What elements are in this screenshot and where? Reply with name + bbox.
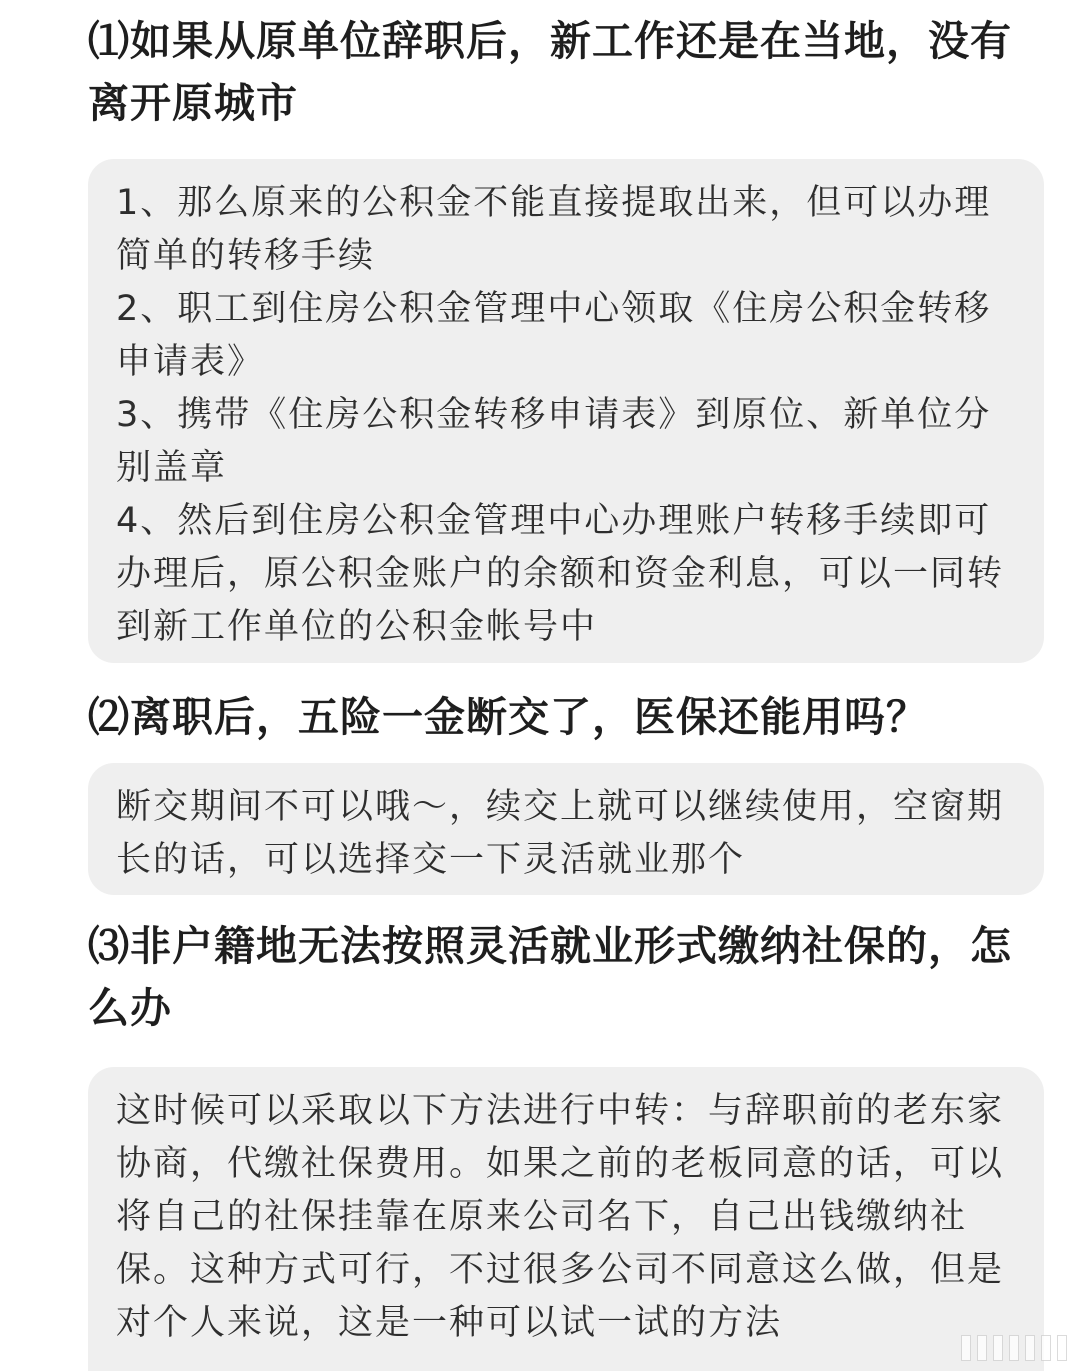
section-3-item-1: 这时候可以采取以下方法进行中转：与辞职前的老东家协商，代缴社保费用。如果之前的老板同意的话，可以将自己的社保挂靠在原来公司名下，自己出钱缴纳社保。这种方式可行，不过很多公司不同意这么做，但是对个人来说，这是一种可以试一试的方法 <box>116 1091 1005 1343</box>
section-1-item-2: 2、职工到住房公积金管理中心领取《住房公积金转移申请表》 <box>116 289 992 382</box>
section-1-item-3: 3、携带《住房公积金转移申请表》到原位、新单位分别盖章 <box>116 395 992 488</box>
section-1-item-1: 1、那么原来的公积金不能直接提取出来，但可以办理简单的转移手续 <box>116 183 992 276</box>
watermark-logo <box>961 1333 1071 1363</box>
section-1-item-4: 4、然后到住房公积金管理中心办理账户转移手续即可办理后，原公积金账户的余额和资金利息，可以一同转到新工作单位的公积金帐号中 <box>116 501 1005 647</box>
section-2-answer-box <box>88 763 1044 895</box>
section-1-heading: ⑴如果从原单位辞职后，新工作还是在当地，没有离开原城市 <box>88 17 1012 127</box>
section-3-answer-box <box>88 1067 1044 1371</box>
section-3-heading: ⑶非户籍地无法按照灵活就业形式缴纳社保的，怎么办 <box>88 922 1012 1032</box>
section-2-item-1: 断交期间不可以哦～，续交上就可以继续使用，空窗期长的话，可以选择交一下灵活就业那个 <box>116 787 1005 880</box>
section-1-answer-box <box>88 159 1044 663</box>
section-2-heading: ⑵离职后，五险一金断交了，医保还能用吗？ <box>88 693 928 741</box>
